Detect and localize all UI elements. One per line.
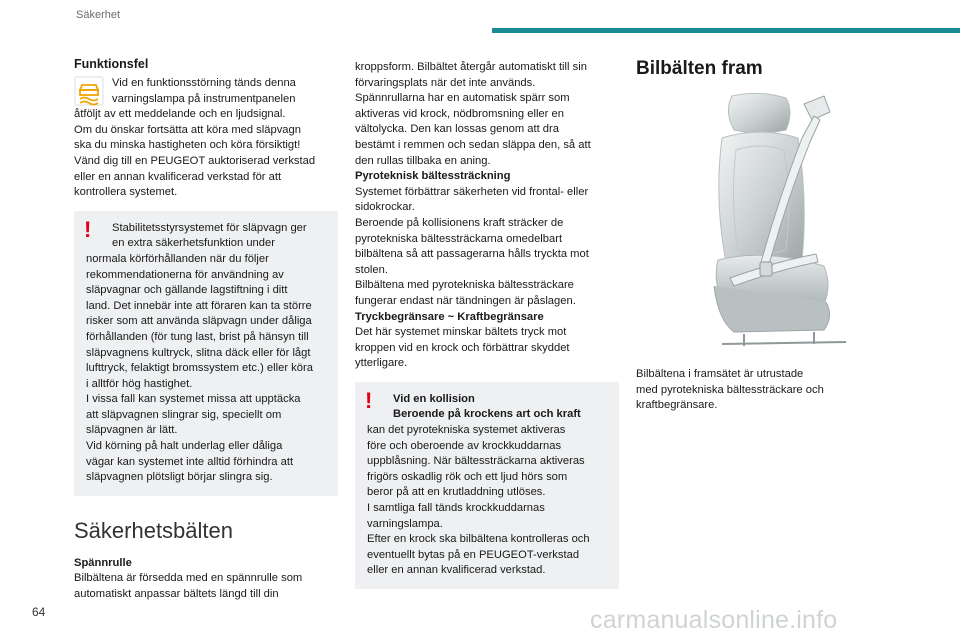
column-1 xyxy=(74,56,338,603)
exclamation-warning-icon: ! xyxy=(365,387,373,413)
warning-line: en extra säkerhetsfunktion under xyxy=(112,237,275,250)
warning-line: eller en annan kvalificerad verkstad. xyxy=(367,564,546,577)
heading-tryckbegransare: Tryckbegränsare ~ Kraftbegränsare xyxy=(355,310,544,323)
warning-line: Vid körning på halt underlag eller dåliga xyxy=(86,440,283,453)
heading-spannrulle: Spännrulle xyxy=(74,556,132,569)
pyro-line: stolen. xyxy=(355,263,388,276)
warning-line: i alltför hög hastighet. xyxy=(86,377,193,390)
heading-funktionsfel: Funktionsfel xyxy=(74,57,149,71)
spannrulle-line: Bilbältena är försedda med en spännrulle som xyxy=(74,572,303,585)
funktionsfel-line: eller en annan kvalificerad verkstad för att xyxy=(74,170,282,183)
funktionsfel-block xyxy=(74,76,338,201)
funktionsfel-line: varningslampa på instrumentpanelen xyxy=(112,92,296,105)
warning-line: rekommendationerna för användning av xyxy=(86,268,284,281)
warning-line: släpvagnar och gällande lagstiftning i ditt xyxy=(86,284,288,297)
warning-line: I vissa fall kan systemet missa att upptäcka xyxy=(86,393,301,406)
intro-line: förvaringsplats när det inte används. xyxy=(355,76,536,89)
pyro-line: Beroende på kollisionens kraft sträcker de xyxy=(355,216,564,229)
page-number: 64 xyxy=(32,605,46,619)
warning-line: släpvagnen är lätt. xyxy=(86,424,178,437)
warning-line: eventuellt bytas på en PEUGEOT-verkstad xyxy=(367,548,580,561)
intro-line: den rullas tillbaka en aning. xyxy=(355,154,491,167)
caption-line: Bilbältena i framsätet är utrustade xyxy=(636,368,804,380)
warning-line: släpvagnen plötsligt börjar slingra sig. xyxy=(86,471,273,484)
caption-line: kraftbegränsare. xyxy=(636,399,718,412)
column-3 xyxy=(636,56,886,414)
header-section-title: Säkerhet xyxy=(76,9,121,21)
warning-line: Stabilitetsstyrsystemet för släpvagn ger xyxy=(112,221,307,234)
warning-line: före och oberoende av krockkuddarnas xyxy=(367,439,562,452)
warning-line: varningslampa. xyxy=(367,517,443,530)
tryck-line: ytterligare. xyxy=(355,357,408,370)
funktionsfel-line: Vid en funktionsstörning tänds denna xyxy=(112,77,296,89)
intro-line: bestämt i remmen och sedan släppa den, så att xyxy=(355,138,591,151)
heading-bilbalten-fram: Bilbälten fram xyxy=(636,58,763,79)
warning-line: risker som att använda släpvagn under dåliga xyxy=(86,315,312,328)
funktionsfel-line: kontrollera systemet. xyxy=(74,186,178,199)
intro-line: vältolycka. Den kan lossas genom att dra xyxy=(355,123,559,136)
funktionsfel-line: åtföljt av ett meddelande och en ljudsignal. xyxy=(74,108,286,121)
warning-line: lufttryck, felaktigt bromssystem etc.) eller köra xyxy=(86,362,313,375)
warning-line: land. Det innebär inte att föraren kan ta större xyxy=(86,299,312,312)
pyro-line: bilbältena så att passagerarna hålls tryckta mot xyxy=(355,248,589,261)
warning-line: Efter en krock ska bilbältena kontrolleras och xyxy=(367,533,590,546)
tryck-line: kroppen vid en krock och förbättrar skyddet xyxy=(355,341,570,354)
front-seat-with-belt-illustration xyxy=(674,90,854,355)
warning-line: normala körförhållanden när du följer xyxy=(86,252,269,265)
pyro-line: Bilbältena med pyrotekniska bältessträckare xyxy=(355,279,574,292)
warning-line: att släpvagnen slingrar sig, speciellt om xyxy=(86,408,282,421)
column-2 xyxy=(355,60,619,589)
warning-line: förhållanden (för tung last, brist på hänsyn till xyxy=(86,330,309,343)
funktionsfel-line: ska du minska hastigheten och köra försiktigt! xyxy=(74,139,301,152)
intro-line: kroppsform. Bilbältet återgår automatiskt till sin xyxy=(355,61,587,73)
warning-title: Vid en kollision xyxy=(393,392,475,405)
trailer-warning-box xyxy=(74,211,338,496)
warning-line: kan det pyrotekniska systemet aktiveras xyxy=(367,424,566,437)
trailer-stability-warning-lamp-icon xyxy=(74,76,104,106)
warning-line: vägar kan systemet inte alltid förhindra att xyxy=(86,455,294,468)
watermark: carmanualsonline.info xyxy=(590,606,838,634)
warning-line: beror på att en krutladdning utlöses. xyxy=(367,486,546,499)
warning-line: uppblåsning. När bältessträckarna aktiveras xyxy=(367,455,585,468)
warning-line: släpvagnens kultryck, slitna däck eller för lågt xyxy=(86,346,311,359)
pyro-line: Systemet förbättrar säkerheten vid frontal- eller xyxy=(355,185,589,198)
funktionsfel-line: Vänd dig till en PEUGEOT auktoriserad verkstad xyxy=(74,154,316,167)
warning-line: frigörs oskadlig rök och ett ljud hörs som xyxy=(367,470,568,483)
warning-title: Beroende på krockens art och kraft xyxy=(393,408,581,421)
funktionsfel-line: Om du önskar fortsätta att köra med släpvagn xyxy=(74,123,301,136)
pyro-line: sidokrockar. xyxy=(355,201,415,214)
caption-line: med pyrotekniska bältessträckare och xyxy=(636,383,824,396)
heading-sakerhetsbalten: Säkerhetsbälten xyxy=(74,517,233,543)
header-accent-bar xyxy=(492,28,960,33)
pyro-line: fungerar endast när tändningen är påslagen. xyxy=(355,294,576,307)
exclamation-warning-icon: ! xyxy=(84,216,92,242)
intro-line: aktiveras vid krock, nödbromsning eller en xyxy=(355,107,564,120)
tryck-line: Det här systemet minskar bältets tryck mot xyxy=(355,326,567,339)
spannrulle-line: automatiskt anpassar bältets längd till din xyxy=(74,588,279,601)
pyro-line: pyrotekniska bältessträckarna omedelbart xyxy=(355,232,563,245)
intro-line: Spännrullarna har en automatisk spärr som xyxy=(355,92,570,105)
warning-line: I samtliga fall tänds krockkuddarnas xyxy=(367,502,545,515)
collision-warning-box xyxy=(355,382,619,589)
heading-pyroteknisk: Pyroteknisk bältessträckning xyxy=(355,170,511,183)
